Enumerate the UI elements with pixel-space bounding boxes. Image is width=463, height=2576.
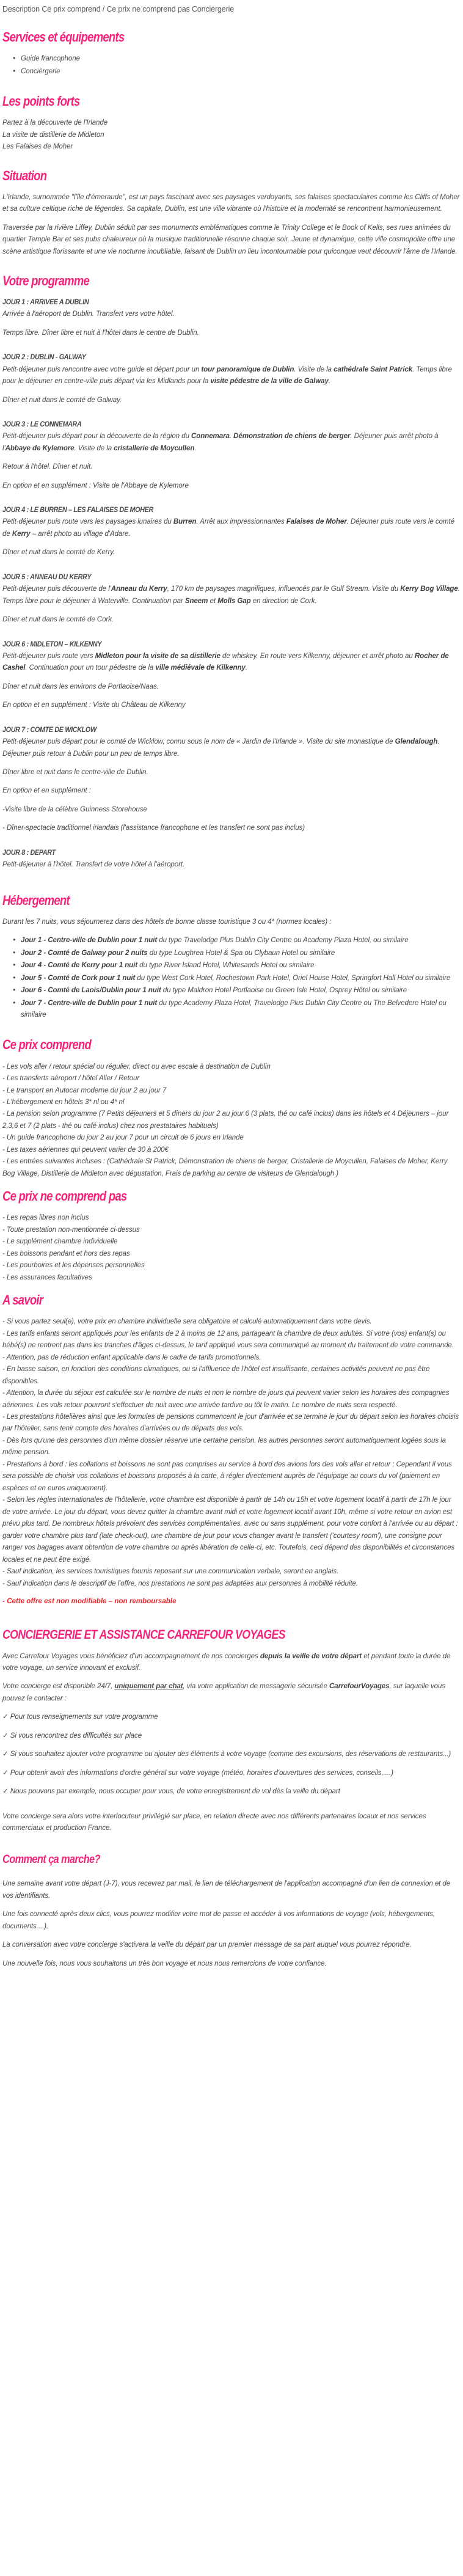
points-forts-list (2, 117, 461, 152)
section-title-programme: Votre programme (2, 273, 90, 288)
list-item: - Sauf indication dans le descriptif de l'offre, nos prestations ne sont pas adaptées aux personnes à mobilité réduite. (2, 1579, 358, 1587)
list-item: • Guide francophone (21, 53, 461, 64)
list-item: - Les tarifs enfants seront appliqués pour les enfants de 2 à moins de 12 ans, partageant la chambre de deux adultes. Si votre (vos) enfant(s) ou bébé(s) ne rentrent pas dans les tranches d'âges ci-dessus, le tarif appliqué vous sera communiqué au moment du traitement de votre commande. (2, 1329, 454, 1350)
day-title: JOUR 5 : ANNEAU DU KERRY (2, 572, 92, 581)
list-item: - La pension selon programme (7 Petits déjeuners et 5 dîners du jour 2 au jour 6 (3 plats, thé ou café inclus) dans les hôtels et 4 Déjeuners – jour 2,3,6 et 7 (2 plats - thé ou café inclus) chez nos prestataires habituels) (2, 1110, 449, 1130)
list-item: ✓ Pour tous renseignements sur votre programme (2, 1713, 158, 1721)
day-title: JOUR 3 : LE CONNEMARA (2, 420, 82, 428)
services-list (2, 53, 461, 77)
day-paragraph: Petit-déjeuner puis route vers Midleton pour la visite de sa distillerie de whiskey. En route vers Kilkenny, déjeuner et arrêt photo au Rocher de Cashel. Continuation pour un tour pédestre de la ville médiévale de Kilkenny. (2, 651, 449, 672)
list-item: Les Falaises de Moher (2, 142, 73, 151)
list-item: - Les taxes aériennes qui peuvent varier de 30 à 200€ (2, 1145, 169, 1154)
day-paragraph: Petit-déjeuner puis départ pour la découverte de la région du Connemara. Démonstration de chiens de berger. Déjeuner puis arrêt photo à l'Abbaye de Kylemore. Visite de la cristallerie de Moycullen. (2, 432, 439, 452)
comment-ca-marche-list (2, 1878, 461, 1969)
list-item: • Concièrgerie (21, 65, 461, 77)
a-savoir-list (2, 1315, 461, 1589)
day-paragraph: Petit-déjeuner puis départ pour le comté de Wicklow, connu sous le nom de « Jardin de l'Irlande ». Visite du site monastique de Glendalough. Déjeuner puis retour à Dublin pour un peu de temps libre. (2, 737, 440, 758)
list-item: - Toute prestation non-mentionnée ci-dessus (2, 1225, 140, 1234)
day-paragraph: -Visite libre de la célèbre Guinness Storehouse (2, 805, 147, 813)
non-refundable-alert: - Cette offre est non modifiable – non remboursable (2, 1597, 177, 1606)
list-item: • Jour 1 - Centre-ville de Dublin pour 1 nuit du type Travelodge Plus Dublin City Centre ou Academy Plaza Hotel, ou similaire (21, 934, 461, 946)
day-paragraph: Petit-déjeuner puis découverte de l'Anneau du Kerry, 170 km de paysages magnifiques, influencés par le Gulf Stream. Visite du Kerry Bog Village. Temps libre pour le déjeuner à Waterville. Continuation par Sneem et Molls Gap en direction de Cork. (2, 585, 460, 605)
list-item: - Les repas libres non inclus (2, 1213, 89, 1222)
programme-day (2, 571, 461, 639)
section-title-points-forts: Les points forts (2, 93, 80, 109)
programme-day (2, 504, 461, 571)
section-title-hebergement: Hébergement (2, 892, 70, 908)
programme-day (2, 351, 461, 419)
list-item: • Jour 7 - Centre-ville de Dublin pour 1 nuit du type Academy Plaza Hotel, Travelodge Plus Dublin City Centre ou The Belvedere Hotel ou similaire (21, 997, 461, 1021)
list-item: • Jour 5 - Comté de Cork pour 1 nuit du type West Cork Hotel, Rochestown Park Hotel, Oriel House Hotel, Springfort Hall Hotel ou similaire (21, 972, 461, 984)
list-item: - Le supplément chambre individuelle (2, 1237, 118, 1246)
conciergerie-intro-1: Avec Carrefour Voyages vous bénéficiez d'un accompagnement de nos concierges depuis la veille de votre départ et pendant toute la durée de votre voyage, un service innovant et exclusif. (2, 1652, 451, 1672)
list-item: La visite de distillerie de Midleton (2, 130, 104, 139)
day-paragraph: Arrivée à l'aéroport de Dublin. Transfert vers votre hôtel. (2, 310, 175, 318)
day-paragraph: Petit-déjeuner puis route vers les paysages lunaires du Burren. Arrêt aux impressionnantes Falaises de Moher. Déjeuner puis route vers le comté de Kerry – arrêt photo au village d'Adare. (2, 518, 454, 538)
programme-day (2, 639, 461, 724)
list-item: - Attention, la durée du séjour est calculée sur le nombre de nuits et non le nombre de jours qui peuvent varier selon les horaires des compagnies aériennes. Les vols retour pourront s'effectuer de nuit avec une arrivée tardive ou tôt le matin. Le nombre de nuits sera respecté. (2, 1389, 450, 1409)
section-title-a-savoir: A savoir (2, 1292, 43, 1308)
list-item: - Les entrées suivantes incluses : (Cathédrale St Patrick, Démonstration de chiens de berger, Cristallerie de Moycullen, Falaises de Moher, Kerry Bog Village, Distillerie de Midleton avec dégustation, Frais de parking au centre de visiteurs de Glendalough ) (2, 1157, 448, 1177)
programme-day-list (2, 296, 461, 884)
list-item: - Si vous partez seul(e), votre prix en chambre individuelle sera obligatoire et calculé automatiquement dans votre devis. (2, 1317, 372, 1326)
list-item: ✓ Si vous rencontrez des difficultés sur place (2, 1731, 142, 1740)
list-item: - Les assurances facultatives (2, 1273, 92, 1281)
list-item: - Sauf indication, les services touristiques fournis reposant sur une communication verbale, seront en anglais. (2, 1567, 339, 1576)
list-item: ✓ Pour obtenir avoir des informations d'ordre général sur votre voyage (météo, horaires d'ouvertures des services, conseils,....) (2, 1768, 393, 1777)
ce-prix-ne-comprend-pas-list (2, 1212, 461, 1283)
day-title: JOUR 8 : DEPART (2, 847, 56, 857)
list-item: ✓ Nous pouvons par exemple, nous occuper pour vous, de votre enregistrement de vol dès la veille du départ (2, 1787, 340, 1796)
list-item: - Attention, pas de réduction enfant applicable dans le cadre de tarifs promotionnels. (2, 1353, 261, 1361)
conciergerie-intro-2: Votre concierge est disponible 24/7, uniquement par chat, via votre application de messagerie sécurisée CarrefourVoyages, sur laquelle vous pouvez le contacter : (2, 1682, 446, 1702)
ce-prix-comprend-list (2, 1061, 461, 1180)
day-title: JOUR 7 : COMTE DE WICKLOW (2, 725, 97, 734)
hebergement-list (2, 934, 461, 1020)
day-title: JOUR 1 : ARRIVEE A DUBLIN (2, 298, 89, 307)
day-paragraph: Dîner et nuit dans le comté de Kerry. (2, 548, 115, 557)
situation-paragraph: L'Irlande, surnommée "l'île d'émeraude", est un pays fascinant avec ses paysages verdoyants, ses falaises spectaculaires comme les Cliffs of Moher et sa culture celtique riche de légendes. Sa capitale, Dublin, est une ville vibrante où l'histoire et la modernité se rencontrent harmonieusement. (2, 192, 460, 213)
list-item: Partez à la découverte de l'Irlande (2, 119, 108, 127)
section-title-ce-prix-ne-comprend-pas: Ce prix ne comprend pas (2, 1188, 127, 1204)
day-paragraph: Petit-déjeuner puis rencontre avec votre guide et départ pour un tour panoramique de Dublin. Visite de la cathédrale Saint Patrick. Temps libre pour le déjeuner en centre-ville puis départ via les Midlands pour la visite pédestre de la ville de Galway. (2, 365, 452, 386)
programme-day (2, 296, 461, 351)
section-title-comment-ca-marche: Comment ça marche? (2, 1853, 100, 1866)
list-item: - Selon les règles internationales de l'hôtellerie, votre chambre est disponible à partir de 14h ou 15h et votre logement locatif à partir de 17h le jour de votre arrivée. Le jour du départ, vous devez quitter la chambre avant midi et votre logement locatif avant 10h, même si votre retour en avion est prévu plus tard. De nombreux hôtels prévoient des services complémentaires, avec ou sans supplément, pour votre confort à l'arrivée ou au départ : garder votre chambre plus tard (late check-out), une chambre de jour pour vous changer avant le transfert ('courtesy room'), une consigne pour ranger vos bagages avant obtention de votre chambre ou après libération de celle-ci, etc. Toutefois, ceci dépend des disponibilités et circonstances locales et ne peut être exigé. (2, 1496, 458, 1564)
programme-day (2, 724, 461, 847)
list-item: - L'hébergement en hôtels 3* nl ou 4* nl (2, 1097, 125, 1106)
day-paragraph: Dîner et nuit dans les environs de Portlaoise/Naas. (2, 682, 159, 690)
list-item: Une nouvelle fois, nous vous souhaitons un très bon voyage et nous nous remercions de votre confiance. (2, 1959, 327, 1967)
day-paragraph: En option et en supplément : Visite du Château de Kilkenny (2, 701, 186, 709)
day-paragraph: Petit-déjeuner à l'hôtel. Transfert de votre hôtel à l'aéroport. (2, 860, 185, 869)
list-item: - Les prestations hôtelières ainsi que les formules de pensions commencent le jour d'arrivée et se termine le jour du départ selon les horaires choisis par l'hôtelier, sans tenir compte des horaires d'arrivées ou de départs des vols. (2, 1413, 459, 1433)
day-paragraph: Temps libre. Dîner libre et nuit à l'hôtel dans le centre de Dublin. (2, 328, 199, 337)
list-item: - Un guide francophone du jour 2 au jour 7 pour un circuit de 6 jours en Irlande (2, 1133, 244, 1142)
day-paragraph: Dîner et nuit dans le comté de Galway. (2, 395, 122, 404)
section-title-situation: Situation (2, 167, 47, 183)
day-title: JOUR 6 : MIDLETON – KILKENNY (2, 639, 102, 648)
list-item: - Le transport en Autocar moderne du jour 2 au jour 7 (2, 1086, 167, 1094)
list-item: • Jour 2 - Comté de Galway pour 2 nuits du type Loughrea Hotel & Spa ou Clybaun Hotel ou similaire (21, 947, 461, 959)
list-item: - En basse saison, en fonction des conditions climatiques, ou si l'affluence de l'hôtel est insuffisante, certaines activités peuvent ne pas être disponibles. (2, 1365, 430, 1385)
day-paragraph: Dîner libre et nuit dans le centre-ville de Dublin. (2, 767, 148, 776)
list-item: - Dès lors qu'une des personnes d'un même dossier réserve une certaine pension, les autres personnes seront automatiquement logées sous la même pension. (2, 1436, 446, 1457)
day-paragraph: Retour à l'hôtel. Dîner et nuit. (2, 463, 93, 471)
list-item: • Jour 4 - Comté de Kerry pour 1 nuit du type River Island Hotel, Whitesands Hotel ou similaire (21, 959, 461, 971)
list-item: - Les vols aller / retour spécial ou régulier, direct ou avec escale à destination de Dublin (2, 1062, 271, 1070)
conciergerie-benefit-list (2, 1711, 461, 1797)
conciergerie-outro: Votre concierge sera alors votre interlocuteur privilégié sur place, en relation directe avec nos différents partenaires locaux et nos services commerciaux et production France. (2, 1812, 426, 1832)
breadcrumb: Description Ce prix comprend / Ce prix ne comprend pas Conciergerie (2, 5, 235, 13)
list-item: Une fois connecté après deux clics, vous pourrez modifier votre mot de passe et accéder à vos informations de voyage (vols, hébergements, documents....). (2, 1910, 436, 1930)
day-paragraph: Dîner et nuit dans le comté de Cork. (2, 615, 114, 624)
list-item: Une semaine avant votre départ (J-7), vous recevrez par mail, le lien de téléchargement de l'application accompagné d'un lien de connexion et de vos identifiants. (2, 1879, 451, 1900)
day-title: JOUR 2 : DUBLIN - GALWAY (2, 353, 86, 362)
list-item: ✓ Si vous souhaitez ajouter votre programme ou ajouter des éléments à votre voyage (comme des excursions, des réservations de restaurants...) (2, 1750, 451, 1758)
situation-paragraph: Traversée par la rivière Liffey, Dublin séduit par ses monuments emblématiques comme le Trinity College et le Book of Kells, ses rues animées du quartier Temple Bar et ses pubs chaleureux où la musique traditionnelle résonne chaque soir. Jeune et dynamique, cette ville cosmopolite offre une scène artistique florissante et une vie nocturne inoubliable, faisant de Dublin un lieu incontournable pour quiconque veut découvrir l'âme de l'Irlande. (2, 223, 458, 255)
section-title-services: Services et équipements (2, 29, 125, 45)
day-paragraph: En option et en supplément : Visite de l'Abbaye de Kylemore (2, 481, 189, 489)
programme-day (2, 847, 461, 884)
programme-day (2, 419, 461, 504)
list-item: La conversation avec votre concierge s'activera la veille du départ par un premier message de sa part auquel vous pourrez répondre. (2, 1941, 412, 1949)
day-paragraph: - Dîner-spectacle traditionnel irlandais (l'assistance francophone et les transfert ne sont pas inclus) (2, 824, 305, 832)
list-item: • Jour 6 - Comté de Laois/Dublin pour 1 nuit du type Maldron Hotel Portlaoise ou Green Isle Hotel, Osprey Hôtel ou similaire (21, 984, 461, 996)
section-title-conciergerie: CONCIERGERIE ET ASSISTANCE CARREFOUR VOYAGES (2, 1627, 285, 1642)
day-title: JOUR 4 : LE BURREN – LES FALAISES DE MOHER (2, 505, 153, 514)
list-item: - Prestations à bord : les collations et boissons ne sont pas comprises au service à bord des avions lors des vols aller et retour ; Cependant il vous sera possible de choisir vos collations et boissons proposés à la carte, à régler directement auprès de l'équipage au cours du vol (paiement en espèces et en euros uniquement). (2, 1460, 452, 1492)
day-paragraph: En option et en supplément : (2, 786, 91, 795)
list-item: - Les boissons pendant et hors des repas (2, 1249, 130, 1257)
hebergement-intro: Durant les 7 nuits, vous séjournerez dans des hôtels de bonne classe touristique 3 ou 4* (normes locales) : (2, 917, 332, 926)
section-title-ce-prix-comprend: Ce prix comprend (2, 1037, 92, 1053)
list-item: - Les transferts aéroport / hôtel Aller / Retour (2, 1074, 140, 1083)
list-item: - Les pourboires et les dépenses personnelles (2, 1261, 145, 1270)
